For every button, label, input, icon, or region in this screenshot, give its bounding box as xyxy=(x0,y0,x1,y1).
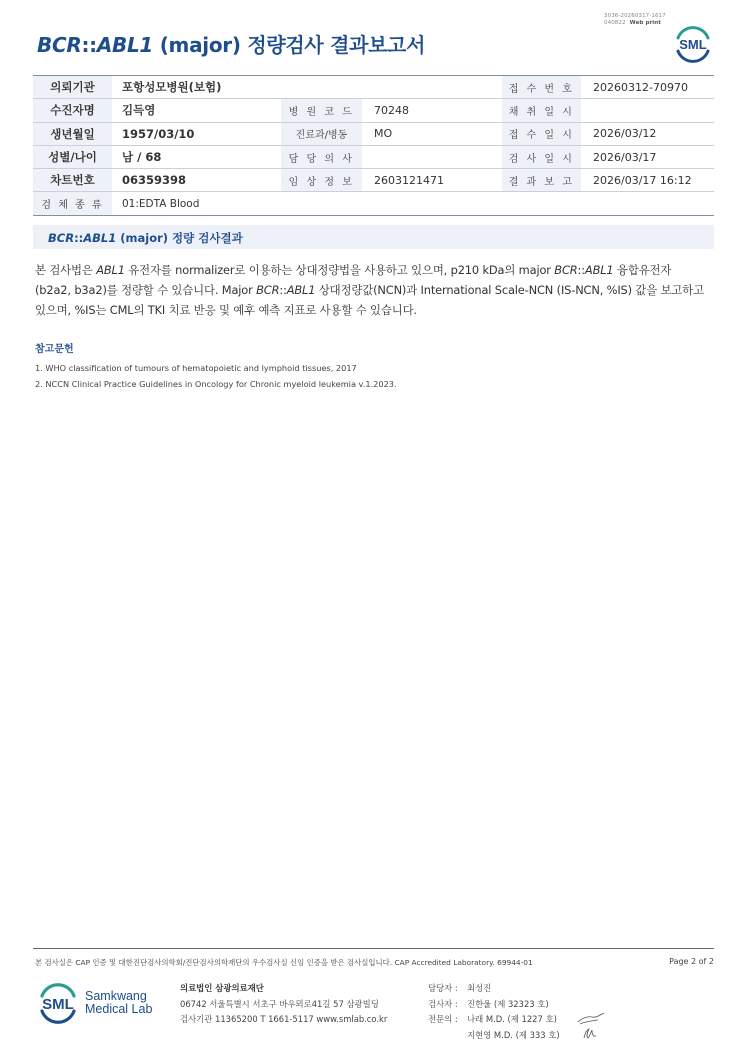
company-name xyxy=(85,990,152,1016)
handwritten-signature xyxy=(574,1008,608,1042)
web-print-label: Web print xyxy=(629,19,662,26)
label-specimen-type: 검 체 종 류 xyxy=(33,192,112,215)
accreditation-note: 본 검사실은 CAP 인증 및 대한진단검사의학회/진단검사의학재단의 우수검사실 신임 인증을 받은 검사실입니다. CAP Accredited Laboratory. 69944-01 xyxy=(35,958,533,967)
label-patient-name: 수진자명 xyxy=(33,99,112,122)
staff-row xyxy=(428,1012,560,1028)
value-test-date: 2026/03/17 xyxy=(581,145,714,168)
staff-role: 전문의 : xyxy=(428,1014,458,1024)
value-department: MO xyxy=(362,122,502,145)
report-code-number: 040822 xyxy=(604,19,626,26)
info-row xyxy=(33,145,714,168)
staff-signatures xyxy=(428,981,560,1043)
info-row xyxy=(33,76,714,99)
staff-name: 지현영 M.D. (제 333 호) xyxy=(467,1029,560,1040)
value-patient-name: 김득영 xyxy=(112,99,281,122)
info-row xyxy=(33,192,714,215)
title-gene2: ABL1 xyxy=(96,33,154,57)
organization-info xyxy=(180,981,387,1028)
value-chart-number: 06359398 xyxy=(112,169,281,192)
section-sep: :: xyxy=(74,231,84,245)
report-title xyxy=(37,29,425,58)
value-specimen-type: 01:EDTA Blood xyxy=(112,192,714,215)
company-name-line2: Medical Lab xyxy=(85,1002,153,1016)
value-hospital-code: 70248 xyxy=(362,99,502,122)
reference-item: 1. WHO classification of tumours of hematopoietic and lymphoid tissues, 2017 xyxy=(35,363,357,373)
label-physician: 담 당 의 사 xyxy=(281,145,362,168)
value-requesting-institution: 포항성모병원(보험) xyxy=(112,76,502,99)
value-physician xyxy=(362,145,502,168)
page-number: Page 2 of 2 xyxy=(669,957,714,966)
value-received-date: 2026/03/12 xyxy=(581,122,714,145)
title-rest: (major) 정량검사 결과보고서 xyxy=(153,33,426,57)
label-accession-number: 접 수 번 호 xyxy=(502,76,581,99)
org-name: 의료법인 삼광의료재단 xyxy=(180,983,264,993)
description-line xyxy=(35,280,715,300)
footer-logo-text: SML xyxy=(42,996,74,1013)
logo-text: SML xyxy=(679,37,707,52)
info-row xyxy=(33,99,714,122)
references-list xyxy=(35,361,397,392)
sml-logo-footer xyxy=(36,980,80,1026)
info-row xyxy=(33,122,714,145)
staff-row xyxy=(428,981,560,997)
gene-italic: BCR xyxy=(256,283,280,297)
gene-italic: ABL1 xyxy=(286,283,316,297)
value-accession-number: 20260312-70970 xyxy=(581,76,714,99)
label-hospital-code: 병 원 코 드 xyxy=(281,99,362,122)
staff-name: 진한울 (제 32323 호) xyxy=(467,998,549,1009)
label-collection-date: 채 취 일 시 xyxy=(502,99,581,122)
sml-logo xyxy=(672,24,714,64)
staff-row xyxy=(428,1028,560,1044)
result-section-header xyxy=(33,225,714,249)
staff-role xyxy=(428,1028,467,1044)
company-name-line1: Samkwang xyxy=(85,989,147,1003)
org-contact: 검사기관 11365200 T 1661-5117 www.smlab.co.kr xyxy=(180,1014,388,1024)
reference-item: 2. NCCN Clinical Practice Guidelines in Oncology for Chronic myeloid leukemia v.1.2023. xyxy=(35,378,397,389)
staff-name: 최성진 xyxy=(467,983,492,993)
value-collection-date xyxy=(581,99,714,122)
section-gene2: ABL1 xyxy=(83,231,117,245)
staff-name: 나래 M.D. (제 1227 호) xyxy=(467,1014,557,1024)
label-birth-date: 생년월일 xyxy=(33,122,112,145)
report-code-line2 xyxy=(604,20,666,27)
staff-role: 담당자 : xyxy=(428,983,458,993)
text-span: 상대정량값(NCN)과 International Scale-NCN (IS-NCN, %IS) 값을 보고하고 xyxy=(315,283,704,297)
description-line xyxy=(35,260,715,280)
label-sex-age: 성별/나이 xyxy=(33,145,112,168)
text-span: 유전자를 normalizer로 이용하는 상대정량법을 사용하고 있으며, p210 kDa의 major xyxy=(124,263,555,277)
value-sex-age: 남 / 68 xyxy=(112,145,281,168)
gene-italic: BCR xyxy=(554,263,578,277)
org-address: 06742 서울특별시 서초구 바우뫼로41길 57 삼광빌딩 xyxy=(180,998,379,1009)
info-row xyxy=(33,169,714,192)
label-chart-number: 차트번호 xyxy=(33,169,112,192)
label-department: 진료과/병동 xyxy=(281,122,362,145)
description-line: 있으며, %IS는 CML의 TKI 치료 반응 및 예후 예측 지표로 사용할 수 있습니다. xyxy=(35,303,417,317)
value-result-report: 2026/03/17 16:12 xyxy=(581,169,714,192)
label-received-date: 접 수 일 시 xyxy=(502,122,581,145)
value-birth-date: 1957/03/10 xyxy=(112,122,281,145)
patient-info-table xyxy=(33,75,714,216)
text-span: 본 검사법은 xyxy=(35,263,97,277)
references-title: 참고문헌 xyxy=(35,344,74,355)
text-span: :: xyxy=(279,283,287,297)
gene-italic: ABL1 xyxy=(96,263,125,277)
method-description xyxy=(35,260,715,320)
staff-role: 검사자 : xyxy=(428,998,458,1009)
footer-divider xyxy=(33,948,714,949)
gene-italic: ABL1 xyxy=(584,263,614,277)
staff-row xyxy=(428,997,560,1013)
title-sep: :: xyxy=(81,33,97,57)
section-gene1: BCR xyxy=(48,231,75,245)
label-clinical-info: 임 상 정 보 xyxy=(281,169,362,192)
title-gene1: BCR xyxy=(37,33,82,57)
value-clinical-info: 2603121471 xyxy=(362,169,502,192)
report-code xyxy=(604,13,666,26)
label-result-report: 결 과 보 고 xyxy=(502,169,581,192)
report-code-line1: 3036-20260317-1617 xyxy=(604,13,666,19)
text-span: 융합유전자 xyxy=(613,263,672,277)
section-rest: (major) 정량 검사결과 xyxy=(116,231,243,245)
text-span: (b2a2, b3a2)를 정량할 수 있습니다. Major xyxy=(35,283,257,297)
label-requesting-institution: 의뢰기관 xyxy=(33,76,112,99)
text-span: :: xyxy=(577,263,585,277)
label-test-date: 검 사 일 시 xyxy=(502,145,581,168)
